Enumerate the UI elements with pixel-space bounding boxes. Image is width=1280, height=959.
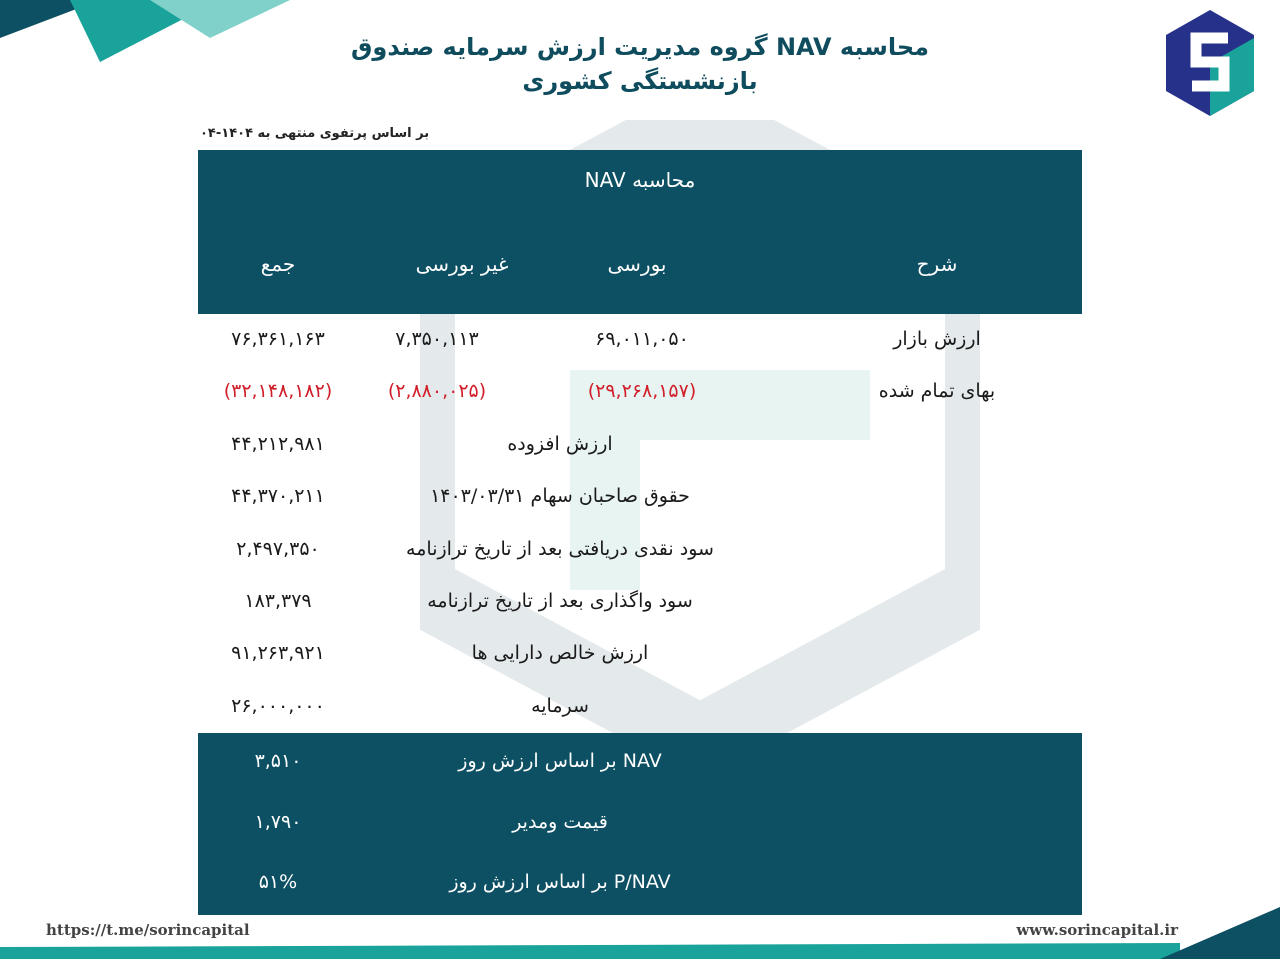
summary-row [198,733,1082,794]
row-label: ارزش خالص دارایی ها [471,642,649,665]
row-label: ارزش بازار [893,328,981,350]
table-row [198,419,1082,471]
telegram-link[interactable]: https://t.me/sorincapital [46,921,250,939]
col-header-non-bourse: غیر بورسی [415,252,509,276]
title-line-1: محاسبه NAV گروه مدیریت ارزش سرمایه صندوق [350,33,930,61]
portfolio-date-note: بر اساس پرتفوی منتهی به ۱۴۰۴-۰۴ [200,126,430,141]
summary-label: P/NAV بر اساس ارزش روز [449,871,671,894]
non-bourse-value: ۷,۳۵۰,۱۱۳ [395,328,479,350]
table-row [198,576,1082,628]
table-row [198,524,1082,576]
summary-row [198,854,1082,915]
summary-value: ۱,۷۹۰ [254,810,302,833]
table-header [198,150,1082,314]
row-label: ارزش افزوده [507,432,613,455]
table-row [198,681,1082,733]
row-label: سرمایه [531,694,589,717]
sorin-capital-logo-icon [1162,8,1258,118]
summary-value: ۵۱% [258,871,298,894]
table-heading: محاسبه NAV [584,168,696,192]
summary-row [198,794,1082,855]
bourse-value: (۲۹,۲۶۸,۱۵۷) [587,380,697,403]
total-value: ۱۸۳,۳۷۹ [244,589,312,612]
total-value: ۹۱,۲۶۳,۹۲۱ [231,642,325,665]
table-row [198,628,1082,680]
title-line-2: بازنشستگی کشوری [522,67,758,95]
col-header-description: شرح [916,252,958,276]
total-value: ۴۴,۲۱۲,۹۸۱ [231,432,325,455]
row-label: سود نقدی دریافتی بعد از تاریخ ترازنامه [406,537,714,560]
summary-label: NAV بر اساس ارزش روز [458,750,662,773]
row-label: حقوق صاحبان سهام ۱۴۰۳/۰۳/۳۱ [430,485,690,508]
website-link[interactable]: www.sorincapital.ir [1016,921,1178,939]
total-value: ۷۶,۳۶۱,۱۶۳ [231,328,325,350]
non-bourse-value: (۲,۸۸۰,۰۲۵) [387,380,487,403]
col-header-total: جمع [260,252,296,276]
page-title [300,30,980,98]
total-value: ۲,۴۹۷,۳۵۰ [236,537,320,560]
table-row [198,314,1082,366]
table-row [198,366,1082,418]
total-value: (۳۲,۱۴۸,۱۸۲) [223,380,333,403]
col-header-bourse: بورسی [607,252,667,276]
row-label: سود واگذاری بعد از تاریخ ترازنامه [427,589,693,612]
nav-table [198,150,1082,915]
bourse-value: ۶۹,۰۱۱,۰۵۰ [595,328,689,350]
table-summary [198,733,1082,915]
total-value: ۴۴,۳۷۰,۲۱۱ [231,485,325,508]
summary-value: ۳,۵۱۰ [254,750,302,773]
row-label: بهای تمام شده [878,380,996,403]
total-value: ۲۶,۰۰۰,۰۰۰ [231,694,325,717]
table-row [198,471,1082,523]
summary-label: قیمت ومدیر [512,810,608,833]
top-left-corner-decoration [0,0,290,70]
